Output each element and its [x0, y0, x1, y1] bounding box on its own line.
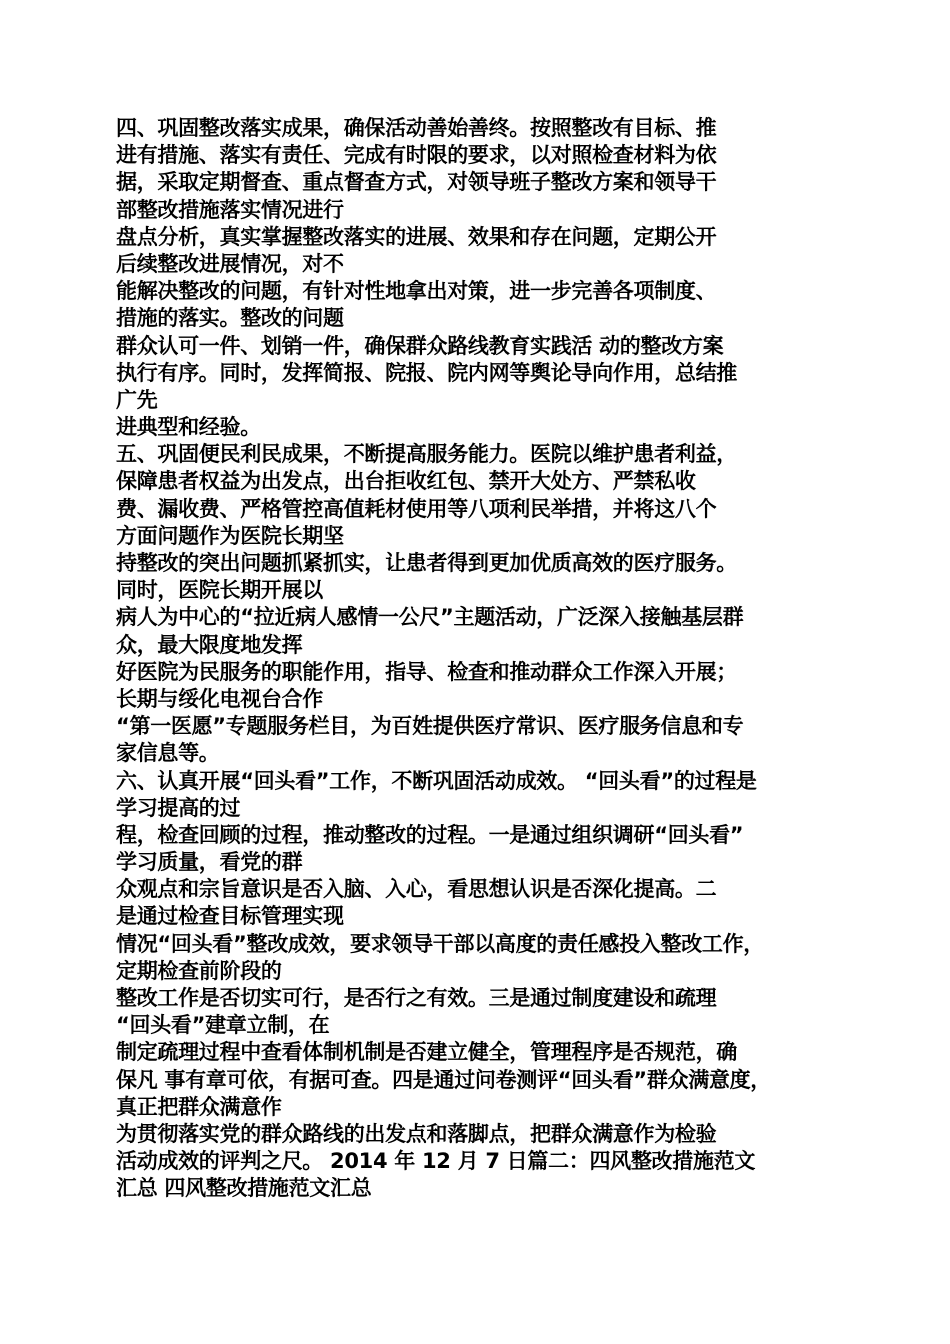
text-line: 学习质量，看党的群 [116, 850, 303, 875]
text-line: 众，最大限度地发挥 [116, 632, 303, 657]
text-line: 为贯彻落实党的群众路线的出发点和落脚点，把群众满意作为检验 [116, 1121, 717, 1146]
text-line: 五、巩固便民利民成果，不断提高服务能力。医院以维护患者利益， [116, 442, 737, 467]
text-line: 部整改措施落实情况进行 [116, 197, 344, 222]
text-line: 能解决整改的问题，有针对性地拿出对策，进一步完善各项制度、 [116, 279, 717, 304]
text-line: 众观点和宗旨意识是否入脑、入心，看思想认识是否深化提高。二 [116, 877, 717, 902]
text-line: 盘点分析，真实掌握整改落实的进展、效果和存在问题，定期公开 [116, 224, 717, 249]
text-line: 制定疏理过程中查看体制机制是否建立健全，管理程序是否规范，确 [116, 1040, 737, 1065]
text-line: 情况“回头看”整改成效，要求领导干部以高度的责任感投入整改工作， [116, 931, 765, 956]
text-line: 家信息等。 [116, 741, 220, 766]
text-line: 真正把群众满意作 [116, 1094, 282, 1119]
text-line: 四、巩固整改落实成果，确保活动善始善终。按照整改有目标、推 [116, 116, 717, 140]
text-line: 活动成效的评判之尺。 2014 年 12 月 7 日篇二：四风整改措施范文 [116, 1149, 756, 1174]
text-line: 学习提高的过 [116, 795, 241, 820]
text-line: “回头看”建章立制，在 [116, 1013, 330, 1038]
text-line: 执行有序。同时，发挥简报、院报、院内网等舆论导向作用，总结推 [116, 360, 737, 385]
text-line: 保障患者权益为出发点，出台拒收红包、禁开大处方、严禁私收 [116, 469, 696, 494]
text-line: 长期与绥化电视台合作 [116, 686, 323, 711]
text-line: 程，检查回顾的过程，推动整改的过程。一是通过组织调研“回头看” [116, 822, 744, 847]
text-line: 进有措施、落实有责任、完成有时限的要求，以对照检查材料为依 [116, 143, 717, 168]
text-line: 好医院为民服务的职能作用，指导、检查和推动群众工作深入开展； [116, 659, 737, 684]
text-line: 整改工作是否切实可行，是否行之有效。三是通过制度建设和疏理 [116, 986, 717, 1010]
text-line: 后续整改进展情况，对不 [116, 251, 344, 276]
text-line: 病人为中心的“拉近病人感情一公尺”主题活动，广泛深入接触基层群 [116, 605, 744, 630]
text-line: 持整改的突出问题抓紧抓实，让患者得到更加优质高效的医疗服务。 [116, 551, 737, 575]
text-line: 是通过检查目标管理实现 [116, 904, 344, 929]
text-line: 定期检查前阶段的 [116, 958, 282, 983]
text-line: 汇总 四风整改措施范文汇总 [116, 1176, 372, 1201]
text-line: 费、漏收费、严格管控高值耗材使用等八项利民举措，并将这八个 [116, 496, 717, 521]
text-line: 群众认可一件、划销一件，确保群众路线教育实践活 动的整改方案 [116, 333, 724, 358]
text-line: “第一医愿”专题服务栏目，为百姓提供医疗常识、医疗服务信息和专 [116, 714, 744, 739]
text-line: 六、认真开展“回头看”工作，不断巩固活动成效。 “回头看”的过程是 [116, 768, 757, 793]
text-line: 同时，医院长期开展以 [116, 578, 323, 603]
text-line: 广先 [116, 387, 158, 412]
document-body [116, 115, 846, 1203]
text-line: 方面问题作为医院长期坚 [116, 523, 344, 548]
text-line: 保凡 事有章可依，有据可查。四是通过问卷测评“回头看”群众满意度， [116, 1067, 772, 1092]
text-line: 措施的落实。整改的问题 [116, 306, 344, 331]
text-line: 进典型和经验。 [116, 415, 261, 440]
text-line: 据，采取定期督查、重点督查方式，对领导班子整改方案和领导干 [116, 170, 717, 195]
